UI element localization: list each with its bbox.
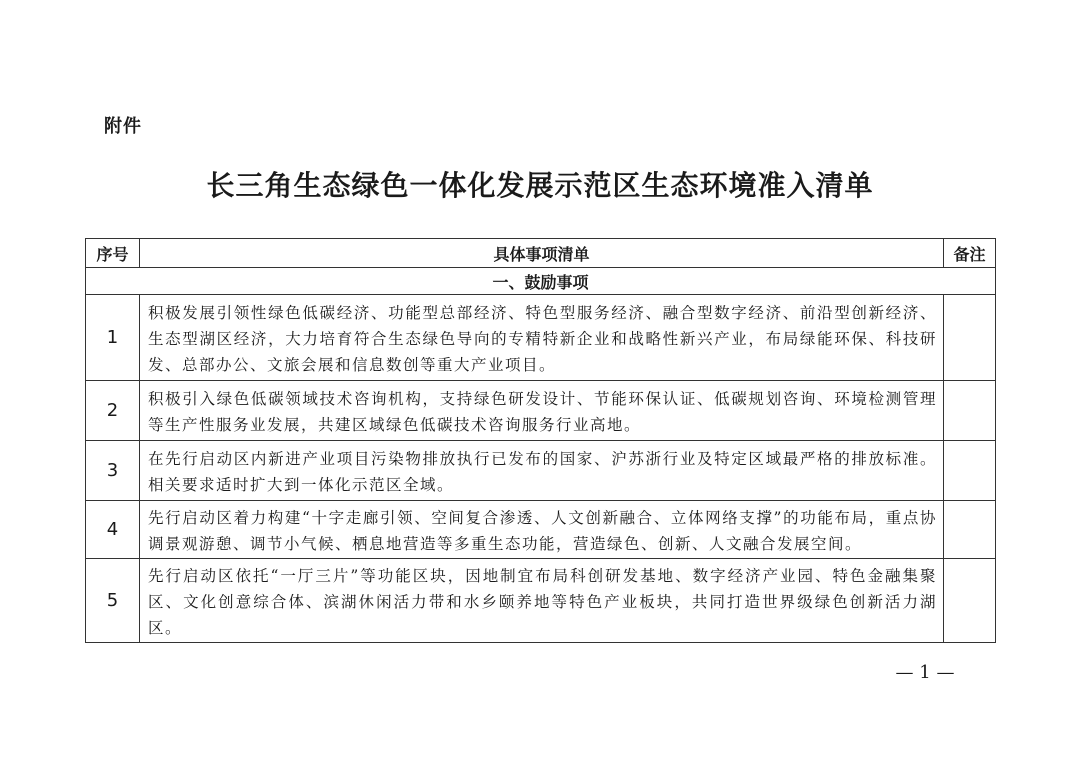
row-number: 4 (86, 501, 140, 559)
table-row (86, 441, 996, 501)
row-text: 积极引入绿色低碳领域技术咨询机构，支持绿色研发设计、节能环保认证、低碳规划咨询、环境检测管理等生产性服务业发展，共建区域绿色低碳技术咨询服务行业高地。 (140, 381, 944, 441)
table-row (86, 295, 996, 381)
header-serial-number: 序号 (86, 239, 140, 268)
attachment-label: 附件 (104, 116, 142, 137)
row-note (944, 559, 996, 643)
row-text: 积极发展引领性绿色低碳经济、功能型总部经济、特色型服务经济、融合型数字经济、前沿型创新经济、生态型湖区经济，大力培育符合生态绿色导向的专精特新企业和战略性新兴产业，布局绿能环保、科技研发、总部办公、文旅会展和信息数创等重大产业项目。 (140, 295, 944, 381)
header-remarks: 备注 (944, 239, 996, 268)
row-number: 5 (86, 559, 140, 643)
row-note (944, 501, 996, 559)
row-note (944, 441, 996, 501)
row-number: 2 (86, 381, 140, 441)
header-item-list: 具体事项清单 (140, 239, 944, 268)
section-row (86, 268, 996, 295)
document-title: 长三角生态绿色一体化发展示范区生态环境准入清单 (206, 169, 874, 202)
row-note (944, 295, 996, 381)
row-text: 在先行启动区内新进产业项目污染物排放执行已发布的国家、沪苏浙行业及特定区域最严格的排放标准。相关要求适时扩大到一体化示范区全域。 (140, 441, 944, 501)
row-number: 3 (86, 441, 140, 501)
section-heading: 一、鼓励事项 (86, 268, 996, 295)
row-text: 先行启动区着力构建“十字走廊引领、空间复合渗透、人文创新融合、立体网络支撑”的功能布局，重点协调景观游憩、调节小气候、栖息地营造等多重生态功能，营造绿色、创新、人文融合发展空间。 (140, 501, 944, 559)
row-number: 1 (86, 295, 140, 381)
row-text: 先行启动区依托“一厅三片”等功能区块，因地制宜布局科创研发基地、数字经济产业园、特色金融集聚区、文化创意综合体、滨湖休闲活力带和水乡颐养地等特色产业板块，共同打造世界级绿色创新活力湖区。 (140, 559, 944, 643)
table-header-row (86, 239, 996, 268)
access-list-table (85, 238, 996, 643)
page-number: — 1 — (895, 662, 955, 683)
table-row (86, 501, 996, 559)
table-row (86, 381, 996, 441)
row-note (944, 381, 996, 441)
table-row (86, 559, 996, 643)
